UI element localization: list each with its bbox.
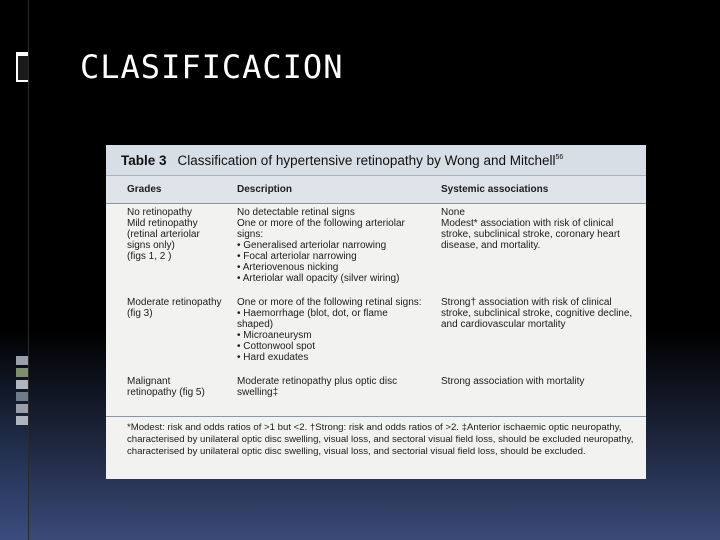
title-marker-inner-shape — [18, 56, 28, 80]
description-cell: Moderate retinopathy plus optic disc swelling‡ — [237, 376, 398, 399]
decorative-block — [16, 368, 28, 377]
decorative-block — [16, 416, 28, 425]
systemic-association-cell: Strong association with mortality — [441, 376, 585, 387]
table-caption-text: Classification of hypertensive retinopathy by Wong and Mitchell — [177, 152, 556, 168]
systemic-association-cell: None — [441, 207, 465, 218]
table-header-row — [106, 175, 646, 204]
systemic-association-cell: Strong† association with risk of clinical stroke, subclinical stroke, cognitive decline, and cardiovascular mortality — [441, 297, 633, 331]
description-cell: One or more of the following retinal signs: • Haemorrhage (blot, dot, or flame shaped) • Microaneurysm • Cottonwool spot • Hard exudates — [237, 297, 422, 364]
decorative-block — [16, 356, 28, 365]
table-caption-reference: 56 — [555, 153, 564, 161]
column-header-systemic-associations: Systemic associations — [441, 184, 549, 195]
slide-title: CLASIFICACION — [80, 48, 344, 86]
classification-table-image — [106, 145, 646, 479]
table-body — [106, 204, 646, 418]
column-header-description: Description — [237, 184, 293, 195]
grade-cell: Mild retinopathy (retinal arteriolar signs only) (figs 1, 2 ) — [127, 218, 200, 263]
description-cell: One or more of the following arteriolar signs: • Generalised arteriolar narrowing • Focal arteriolar narrowing • Arteriovenous nicking • Arteriolar wall opacity (silver wiring) — [237, 218, 405, 285]
systemic-association-cell: Modest* association with risk of clinical stroke, subclinical stroke, coronary heart disease, and mortality. — [441, 218, 620, 252]
table-caption — [106, 145, 646, 175]
grade-cell: Moderate retinopathy (fig 3) — [127, 297, 222, 320]
column-header-grades: Grades — [127, 184, 162, 195]
table-footnote: *Modest: risk and odds ratios of >1 but <2. †Strong: risk and odds ratios of >2. ‡Anterior ischaemic optic neuropathy, characterised by unilateral optic disc swelling, visual loss, and sectoral visual field loss, should be excluded neuropathy, characterised by unilateral optic disc swelling, visual loss, and sectorial visual field loss, should be excluded. — [106, 416, 646, 479]
decorative-block — [16, 380, 28, 389]
grade-cell: Malignant retinopathy (fig 5) — [127, 376, 205, 399]
table-number: Table 3 — [121, 152, 167, 168]
grade-cell: No retinopathy — [127, 207, 193, 218]
decorative-block — [16, 392, 28, 401]
decorative-block-stack — [16, 356, 28, 428]
description-cell: No detectable retinal signs — [237, 207, 355, 218]
decorative-block — [16, 404, 28, 413]
